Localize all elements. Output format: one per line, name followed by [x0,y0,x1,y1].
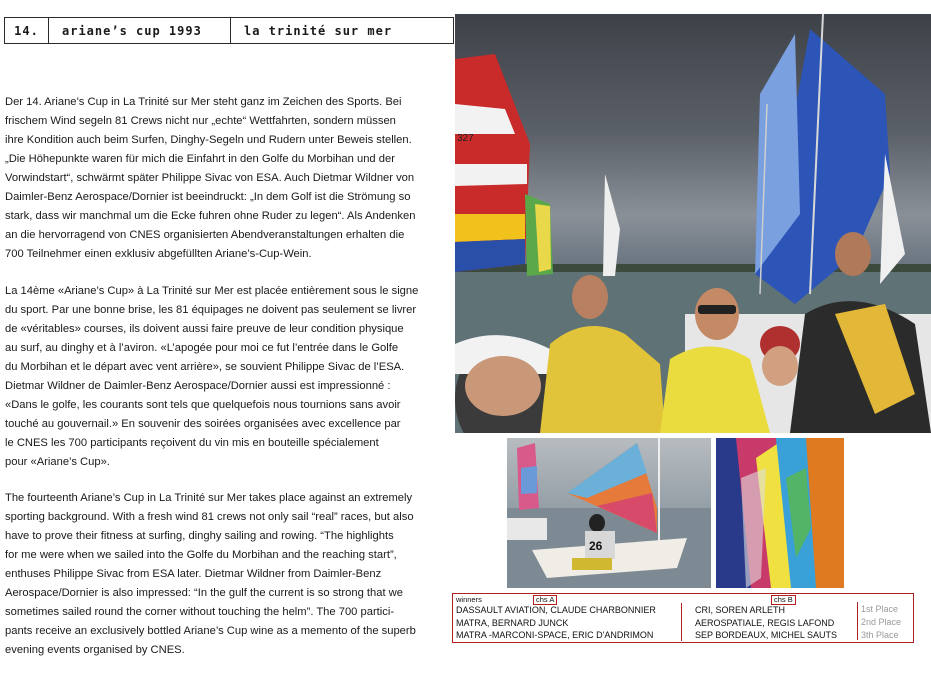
article-title: ariane’s cup 1993 [49,18,231,43]
chs-b-third: SEP BORDEAUX, MICHEL SAUTS [695,630,838,640]
article-header [4,17,454,44]
photo-dinghy [507,438,711,588]
winners-label: winners [456,595,482,604]
chs-a-first: DASSAULT AVIATION, CLAUDE CHARBONNIER [456,605,656,615]
place-first: 1st Place [861,604,899,614]
article-number: 14. [5,18,49,43]
chs-b-winners [695,604,837,642]
paragraph-english: The fourteenth Ariane’s Cup in La Trinité sur Mer takes place against an extremely sporting background. With a fresh wind 81 crews not only sail “real” races, but also have to prove their fitness at surfing, dinghy sailing and rowing. “The highlights for me were when we sailed into the Golfe du Morbihan and the reaching start”, enthuses Philippe Sivac from ESA later. Dietmar Wildner from Daimler-Benz Aerospace/Dornier is also impressed: “In the gulf the current is so strong that we sometimes sailed round the corner without touching the helm”. The 700 partici- pants receive an exclusively bottled Ariane’s Cup wine as a memento of the superb evening events organised by CNES. [5,492,416,656]
paragraph-german: Der 14. Ariane’s Cup in La Trinité sur Mer steht ganz im Zeichen des Sports. Bei frischem Wind segeln 81 Crews nicht nur „echte“ Wettfahrten, sondern müssen ihre Kondition auch beim Surfen, Dinghy-Segeln und Rudern unter Beweis stellen. „Die Höhepunkte waren für mich die Einfahrt in den Golfe du Morbihan und der Vorwindstart“, schwärmt später Philippe Sivac von ESA. Auch Dietmar Wildner von Daimler-Benz Aerospace/Dornier ist beeindruckt: „In dem Golf ist die Strömung so stark, dass wir manchmal um die Ecke fuhren ohne Ruder zu legen“. Als Andenken an die hervorragend von CNES organisierten Abendveranstaltungen erhalten die 700 Teilnehmer einen exklusiv abgefüllten Ariane’s-Cup-Wein. [5,96,416,260]
photo-dinghy-illustration [507,438,711,588]
paragraph-french: La 14ème «Ariane’s Cup» à La Trinité sur Mer est placée entièrement sous le signe du sport. Par une bonne brise, les 81 équipages ne doivent pas seulement se livrer de «véritables» courses, ils doivent aussi faire preuve de leur condition physique au surf, au dinghy et à l’aviron. «L’apogée pour moi ce fut l’entrée dans le Golfe du Morbihan et le départ avec vent arrière», se souvient Philippe Sivac de l’ESA. Dietmar Wildner de Daimler-Benz Aerospace/Dornier aussi est impressionné : «Dans le golfe, les courants sont tels que quelquefois nous tournions sans avoir touché au gouvernail.» En souvenir des soirées organisées avec excellence par le CNES les 700 participants reçoivent du vin mis en bouteille spécialement pour «Ariane’s Cup». [5,285,419,468]
chs-b-first: CRI, SOREN ARLETH [695,605,786,615]
chs-b-second: AEROSPATIALE, REGIS LAFOND [695,617,835,628]
chs-a-second: MATRA, BERNARD JUNCK [456,617,569,628]
photo-yacht-crew [455,14,931,433]
chs-a-label: chs A [533,595,557,605]
chs-a-winners [456,604,656,642]
winners-divider [681,603,682,641]
winners-table [452,593,914,643]
photo-spinnakers [716,438,844,588]
places-column [861,603,901,642]
photo-yacht-crew-illustration [455,14,931,433]
photo-spinnakers-illustration [716,438,844,588]
place-third: 3th Place [861,630,899,640]
place-second: 2nd Place [861,617,902,627]
chs-b-label: chs B [771,595,796,605]
dinghy-number-text: 26 [589,539,603,553]
sail-number-text: 327 [457,133,474,144]
chs-a-third: MATRA -MARCONI-SPACE, ERIC D'ANDRIMON [456,630,654,640]
article-location: la trinité sur mer [244,23,393,38]
